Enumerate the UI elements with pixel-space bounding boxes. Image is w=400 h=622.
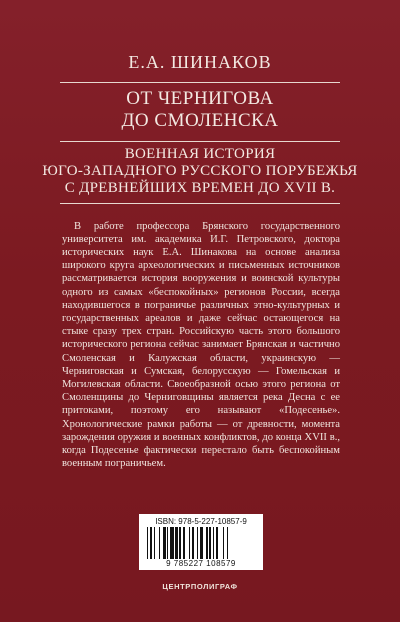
title-line-1: ОТ ЧЕРНИГОВА <box>126 88 274 109</box>
title-line-2: ДО СМОЛЕНСКА <box>121 110 279 131</box>
barcode-icon <box>147 527 255 559</box>
divider-middle <box>60 141 340 142</box>
author-name: Е.А. ШИНАКОВ <box>128 52 272 72</box>
book-subtitle <box>0 146 400 197</box>
barcode-panel <box>139 514 263 570</box>
publisher-name: ЦЕНТРПОЛИГРАФ <box>162 582 238 591</box>
book-description: В работе профессора Брянского государственного университета им. академика И.Г. Петровского, доктора исторических наук Е.А. Шинакова на основе анализа широкого круга археологических и письменных источников рассматривается история вооружения и воинской культуры одного из самых «беспокойных» регионов России, всегда находившегося в пограничье различных этно-культурных и государственных ареалов и даже сейчас остающегося на стыке сразу трех стран. Российскую часть этого большого исторического региона сейчас занимает Брянская и частично Смоленская и Калужская области, украинскую — Черниговская и Сумская, белорусскую — Гомельская и Могилевская области. Своеобразной осью этого региона от Смоленщины до Черниговщины является река Десна с ее притоками, поэтому его называют «Подесенье». Хронологические рамки работы — от древности, момента зарождения оружия и военных конфликтов, до конца XVII в., когда Подесенье фактически перестало быть беспокойным военным пограничьем. <box>62 220 340 470</box>
barcode-digits: 9 785227 108579 <box>166 559 236 568</box>
subtitle-line-1: ВОЕННАЯ ИСТОРИЯ <box>124 146 276 162</box>
subtitle-line-3: С ДРЕВНЕЙШИХ ВРЕМЕН ДО XVII В. <box>64 180 336 196</box>
isbn-label: ISBN: 978-5-227-10857-9 <box>155 517 247 526</box>
divider-bottom <box>60 203 340 204</box>
subtitle-line-2: ЮГО-ЗАПАДНОГО РУССКОГО ПОРУБЕЖЬЯ <box>42 163 358 179</box>
divider-top <box>60 82 340 83</box>
book-title <box>0 88 400 132</box>
